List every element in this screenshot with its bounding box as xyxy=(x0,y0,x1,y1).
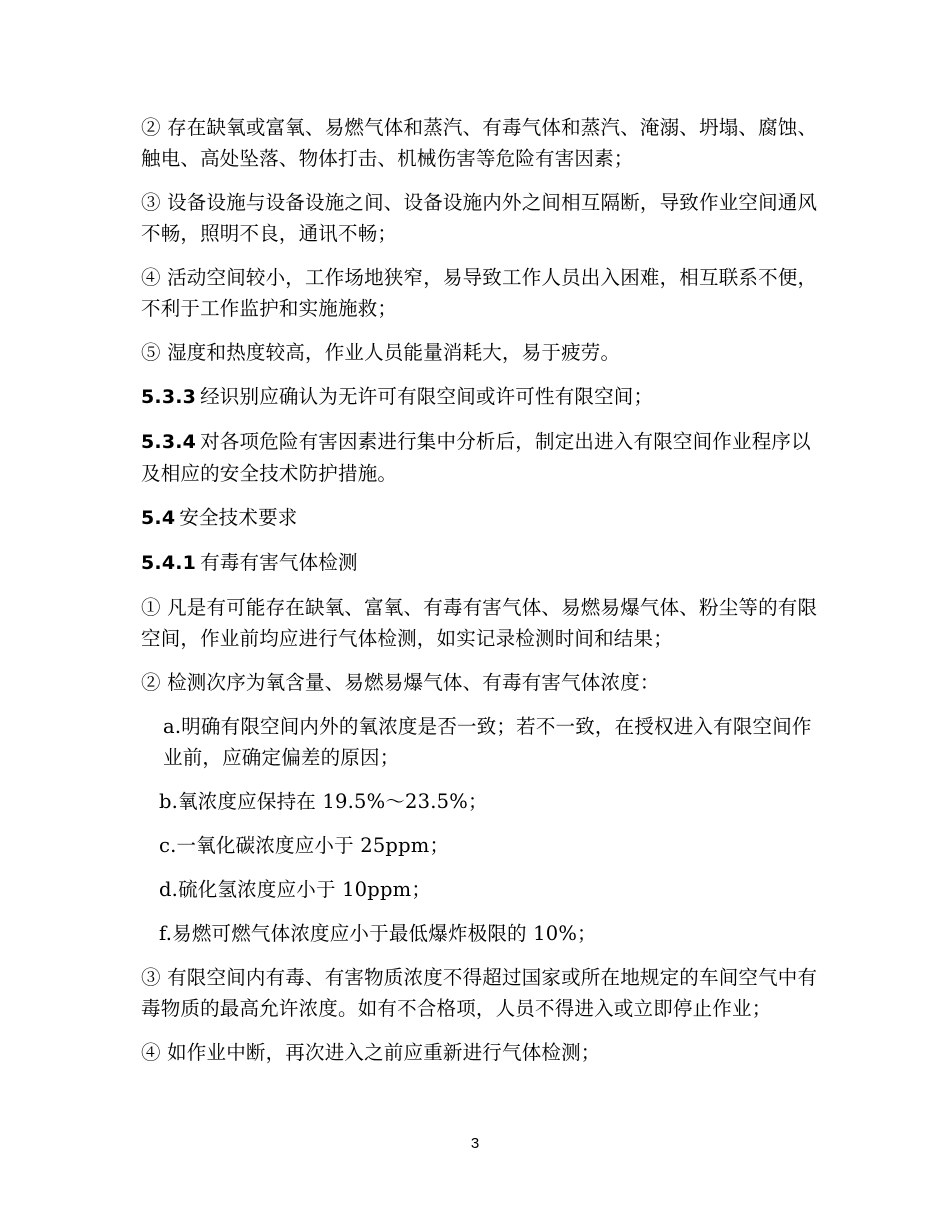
list-item-d xyxy=(141,874,821,905)
list-item-text: f.易燃可燃气体浓度应小于最低爆炸极限的 10%； xyxy=(159,922,597,945)
paragraph-text: ② 检测次序为氧含量、易燃易爆气体、有毒有害气体浓度： xyxy=(141,671,660,694)
paragraph-text: ⑤ 湿度和热度较高，作业人员能量消耗大，易于疲劳。 xyxy=(141,341,621,364)
section-5-3-4 xyxy=(141,426,821,489)
section-number: 5.3.3 xyxy=(141,386,197,408)
section-5-4-1-heading xyxy=(141,547,821,579)
section-number: 5.4 xyxy=(141,507,176,529)
section-5-3-3 xyxy=(141,381,821,413)
section-text: 安全技术要求 xyxy=(179,506,298,529)
paragraph-max-concentration xyxy=(141,962,821,1024)
paragraph-retest xyxy=(141,1037,821,1068)
paragraph-gas-detection xyxy=(141,592,821,654)
page-number: 3 xyxy=(470,1135,480,1152)
section-text: 有毒有害气体检测 xyxy=(200,551,358,574)
list-item-text: d.硫化氢浓度应小于 10ppm； xyxy=(159,878,432,901)
paragraph-text: ③ 有限空间内有毒、有害物质浓度不得超过国家或所在地规定的车间空气中有毒物质的最高允许浓度。如有不合格项，人员不得进入或立即停止作业； xyxy=(141,966,818,1020)
paragraph-text: ④ 活动空间较小，工作场地狭窄，易导致工作人员出入困难，相互联系不便，不利于工作监护和实施施救； xyxy=(141,266,818,320)
section-5-4-heading xyxy=(141,502,821,534)
paragraph-narrow-space xyxy=(141,262,821,324)
list-item-text: b.氧浓度应保持在 19.5%～23.5%； xyxy=(159,790,488,813)
list-item-text: c.一氧化碳浓度应小于 25ppm； xyxy=(159,834,450,857)
paragraph-text: ② 存在缺氧或富氧、易燃气体和蒸汽、有毒气体和蒸汽、淹溺、坍塌、腐蚀、触电、高处坠落、物体打击、机械伤害等危险有害因素； xyxy=(141,116,818,170)
section-number: 5.4.1 xyxy=(141,552,197,574)
list-item-f xyxy=(141,918,821,949)
paragraph-text: ① 凡是有可能存在缺氧、富氧、有毒有害气体、易燃易爆气体、粉尘等的有限空间，作业前均应进行气体检测，如实记录检测时间和结果； xyxy=(141,596,818,650)
list-item-a xyxy=(141,711,821,773)
paragraph-text: ④ 如作业中断，再次进入之前应重新进行气体检测； xyxy=(141,1041,601,1064)
paragraph-text: ③ 设备设施与设备设施之间、设备设施内外之间相互隔断，导致作业空间通风不畅，照明不良，通讯不畅； xyxy=(141,191,818,245)
section-text: 经识别应确认为无许可有限空间或许可性有限空间； xyxy=(200,385,654,408)
paragraph-isolation xyxy=(141,187,821,249)
paragraph-humidity xyxy=(141,337,821,368)
paragraph-hazard-factors xyxy=(141,112,821,174)
paragraph-detection-order xyxy=(141,667,821,698)
list-item-text: a.明确有限空间内外的氧浓度是否一致；若不一致，在授权进入有限空间作业前，应确定偏差的原因； xyxy=(163,715,812,769)
section-text: 对各项危险有害因素进行集中分析后，制定出进入有限空间作业程序以及相应的安全技术防护措施。 xyxy=(141,430,811,485)
list-item-c xyxy=(141,830,821,861)
list-item-b xyxy=(141,786,821,817)
document-body xyxy=(141,112,821,1081)
section-number: 5.3.4 xyxy=(141,431,197,453)
